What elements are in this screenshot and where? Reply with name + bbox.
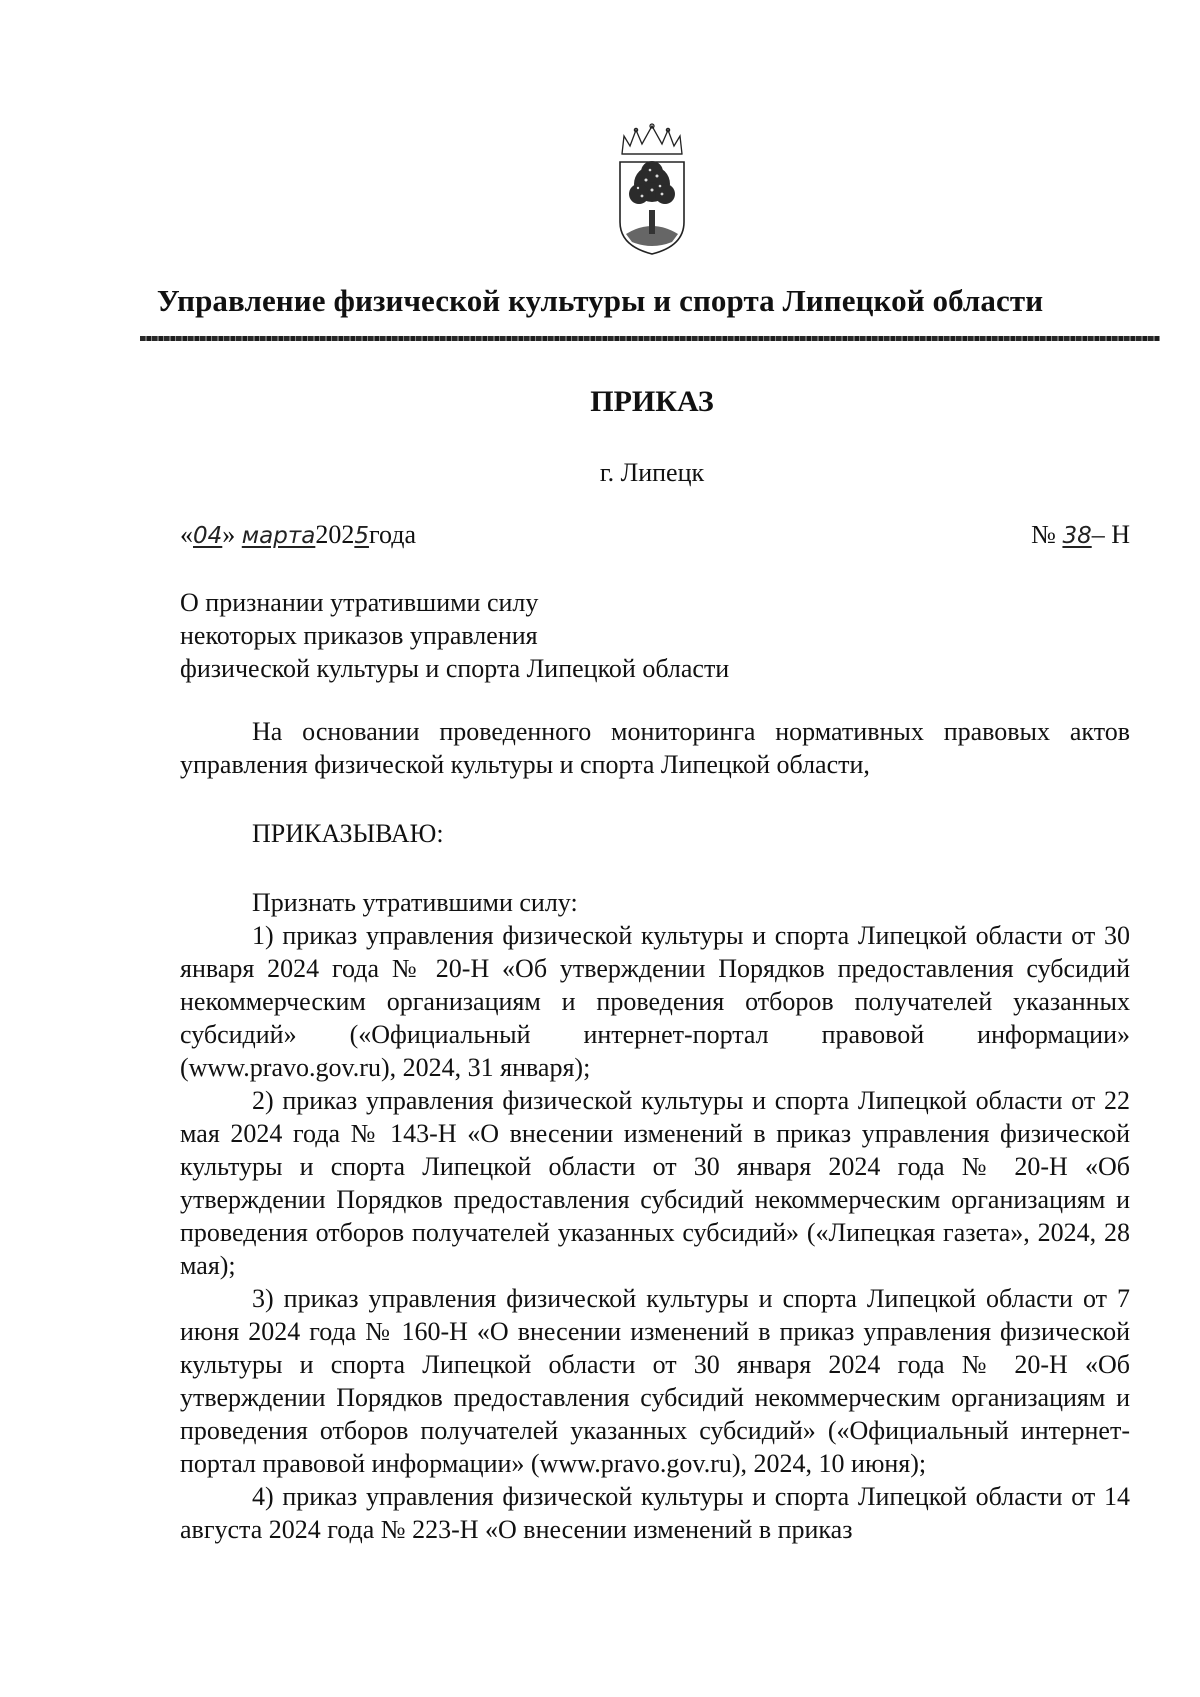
- date-close-quote: »: [222, 520, 236, 549]
- document-body: [180, 715, 1130, 1546]
- list-item: 4) приказ управления физической культуры и спорта Липецкой области от 14 августа 2024 года № 223-Н «О внесении изменений в приказ: [180, 1482, 1130, 1544]
- document-subject: [180, 586, 729, 685]
- crown-icon: [622, 124, 682, 154]
- subject-line: некоторых приказов управления: [180, 621, 538, 650]
- document-number: [1031, 520, 1130, 550]
- date-year-digit: 5: [354, 523, 369, 549]
- organization-title: Управление физической культуры и спорта Липецкой области: [156, 283, 1044, 318]
- date-day: 04: [193, 523, 223, 549]
- intro-paragraph: Признать утратившими силу:: [252, 888, 578, 917]
- header-divider: [140, 336, 1160, 341]
- subject-line: физической культуры и спорта Липецкой области: [180, 654, 730, 683]
- subject-line: О признании утратившими силу: [180, 588, 539, 617]
- list-item: 2) приказ управления физической культуры и спорта Липецкой области от 22 мая 2024 года № 143-Н «О внесении изменений в приказ управления физической культуры и спорта Липецкой области от 30 января 2024 года № 20-Н «Об утверждении Порядков предоставления субсидий некоммерческим организациям и проведения отборов получателей указанных субсидий» («Липецкая газета», 2024, 28 мая);: [180, 1086, 1130, 1280]
- shield-icon: [620, 161, 684, 254]
- list-item: 1) приказ управления физической культуры и спорта Липецкой области от 30 января 2024 года № 20-Н «Об утверждении Порядков предоставления субсидий некоммерческим организациям и проведения отборов получателей указанных субсидий» («Официальный интернет-портал правовой информации» (www.pravo.gov.ru), 2024, 31 января);: [180, 921, 1130, 1082]
- document-type-heading: ПРИКАЗ: [590, 385, 714, 418]
- number-sign: №: [1031, 520, 1056, 549]
- number-suffix: – Н: [1091, 520, 1130, 549]
- date-open-quote: «: [180, 520, 193, 549]
- coat-of-arms-emblem: [612, 122, 692, 262]
- document-city: г. Липецк: [599, 458, 705, 487]
- preamble-paragraph: На основании проведенного мониторинга нормативных правовых актов управления физической культуры и спорта Липецкой области,: [180, 717, 1130, 779]
- document-date: [180, 520, 416, 550]
- date-suffix: года: [368, 520, 417, 549]
- date-month: марта: [241, 523, 316, 549]
- number-value: 38: [1062, 523, 1092, 549]
- order-word: ПРИКАЗЫВАЮ:: [252, 819, 444, 848]
- list-item: 3) приказ управления физической культуры и спорта Липецкой области от 7 июня 2024 года № 160-Н «О внесении изменений в приказ управления физической культуры и спорта Липецкой области от 30 января 2024 года № 20-Н «Об утверждении Порядков предоставления субсидий некоммерческим организациям и проведения отборов получателей указанных субсидий» («Официальный интернет-портал правовой информации» (www.pravo.gov.ru), 2024, 10 июня);: [180, 1284, 1130, 1478]
- date-year-prefix: 202: [315, 520, 355, 549]
